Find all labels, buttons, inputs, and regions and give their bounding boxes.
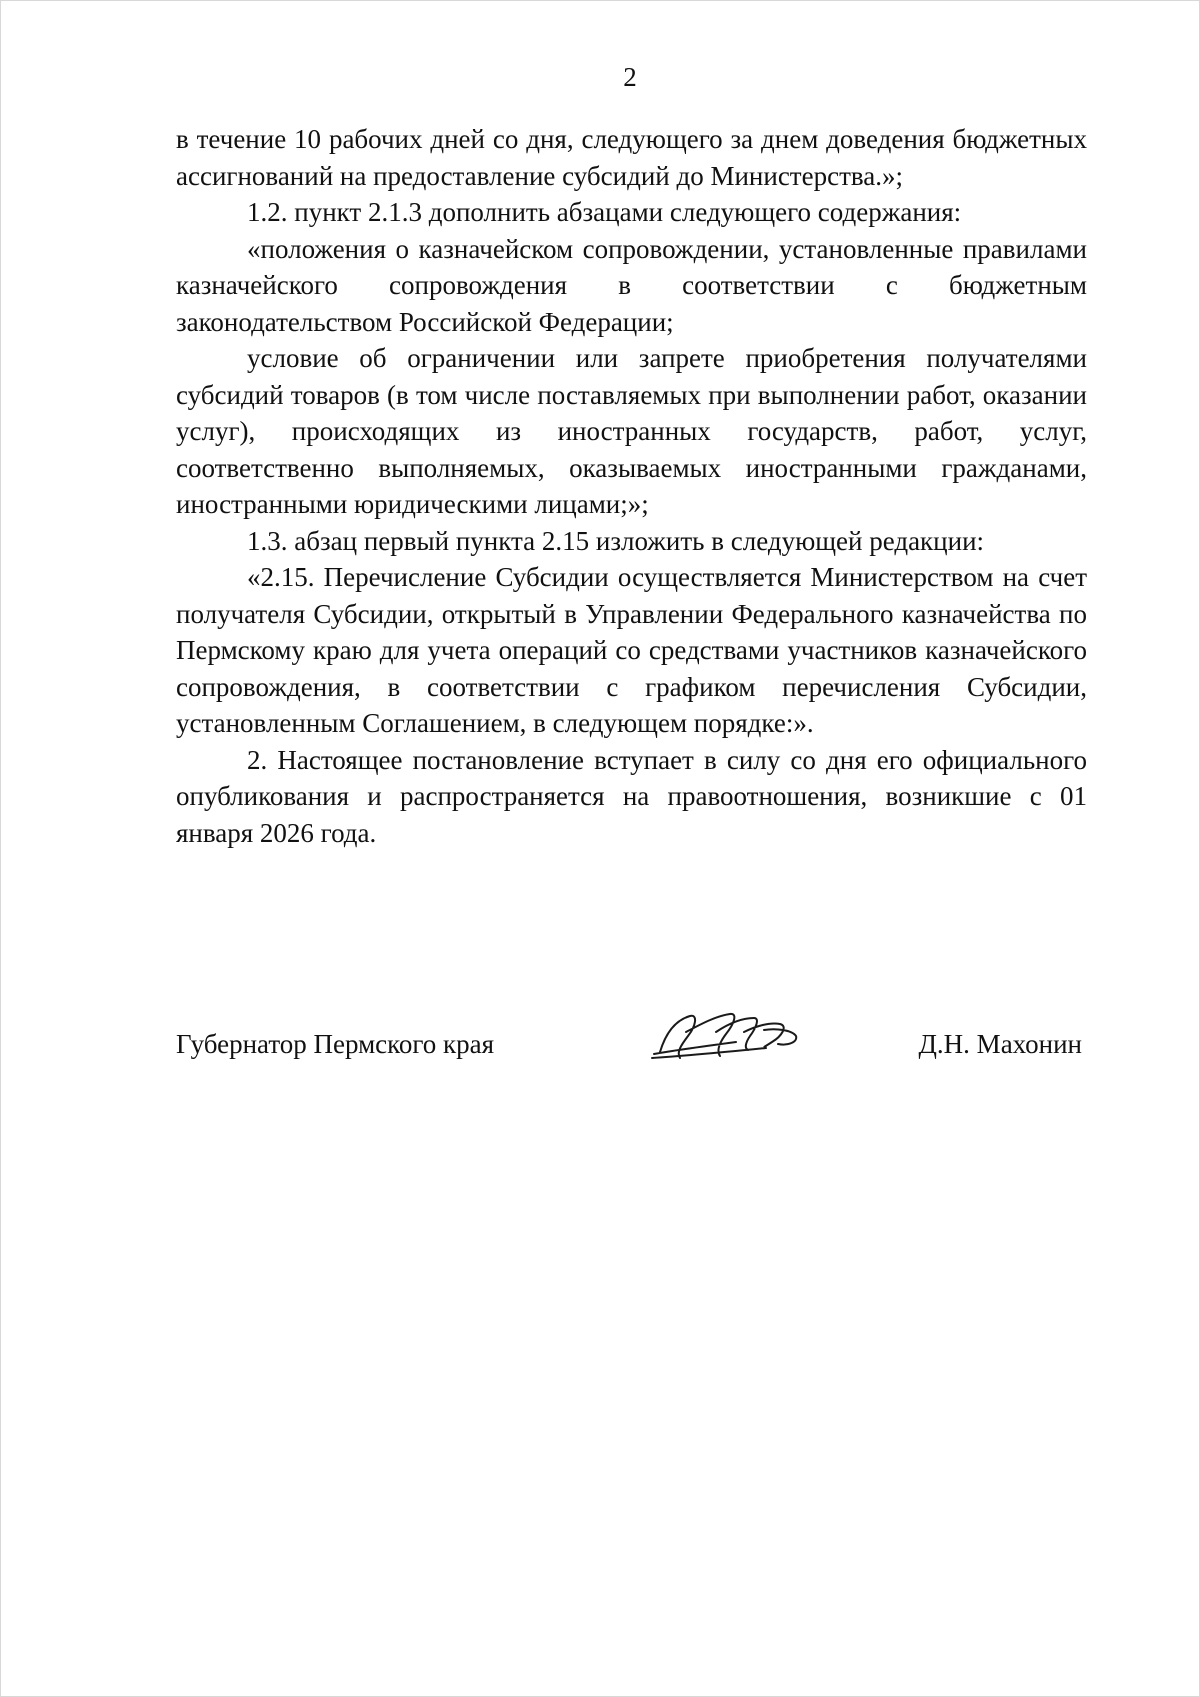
signatory-name: Д.Н. Махонин — [918, 1029, 1082, 1059]
paragraph-item-1-2: 1.2. пункт 2.1.3 дополнить абзацами следующего содержания: — [247, 197, 962, 227]
paragraph-quote-2-15: «2.15. Перечисление Субсидии осуществляется Министерством на счет получателя Субсидии, открытый в Управлении Федерального казначейства по Пермскому краю для учета операций со средствами участников казначейского сопровождения, в соответствии с графиком перечисления Субсидии, установленным Соглашением, в следующем порядке:». — [176, 562, 1087, 738]
page-number: 2 — [623, 62, 637, 92]
document-body — [176, 121, 1087, 851]
paragraph-foreign-goods-restriction: условие об ограничении или запрете приобретения получателями субсидий товаров (в том числе поставляемых при выполнении работ, оказании услуг), происходящих из иностранных государств, работ, услуг, соответственно выполняемых, оказываемых иностранными гражданами, иностранными юридическими лицами;»; — [176, 343, 1087, 519]
paragraph-continuation: в течение 10 рабочих дней со дня, следующего за днем доведения бюджетных ассигнований на предоставление субсидий до Министерства.»; — [176, 124, 1087, 191]
paragraph-item-1-3: 1.3. абзац первый пункта 2.15 изложить в следующей редакции: — [247, 525, 985, 556]
paragraph-quote-treasury-provisions: «положения о казначейском сопровождении, установленные правилами казначейского сопровождения в соответствии с бюджетным законодательством Российской Федерации; — [176, 233, 1087, 337]
signature-block — [176, 1020, 1082, 1080]
signatory-position: Губернатор Пермского края — [176, 1029, 495, 1059]
paragraph-item-2-effective-date: 2. Настоящее постановление вступает в силу со дня его официального опубликования и распространяется на правоотношения, возникшие с 01 января 2026 года. — [176, 744, 1087, 848]
handwritten-signature — [646, 1002, 806, 1072]
